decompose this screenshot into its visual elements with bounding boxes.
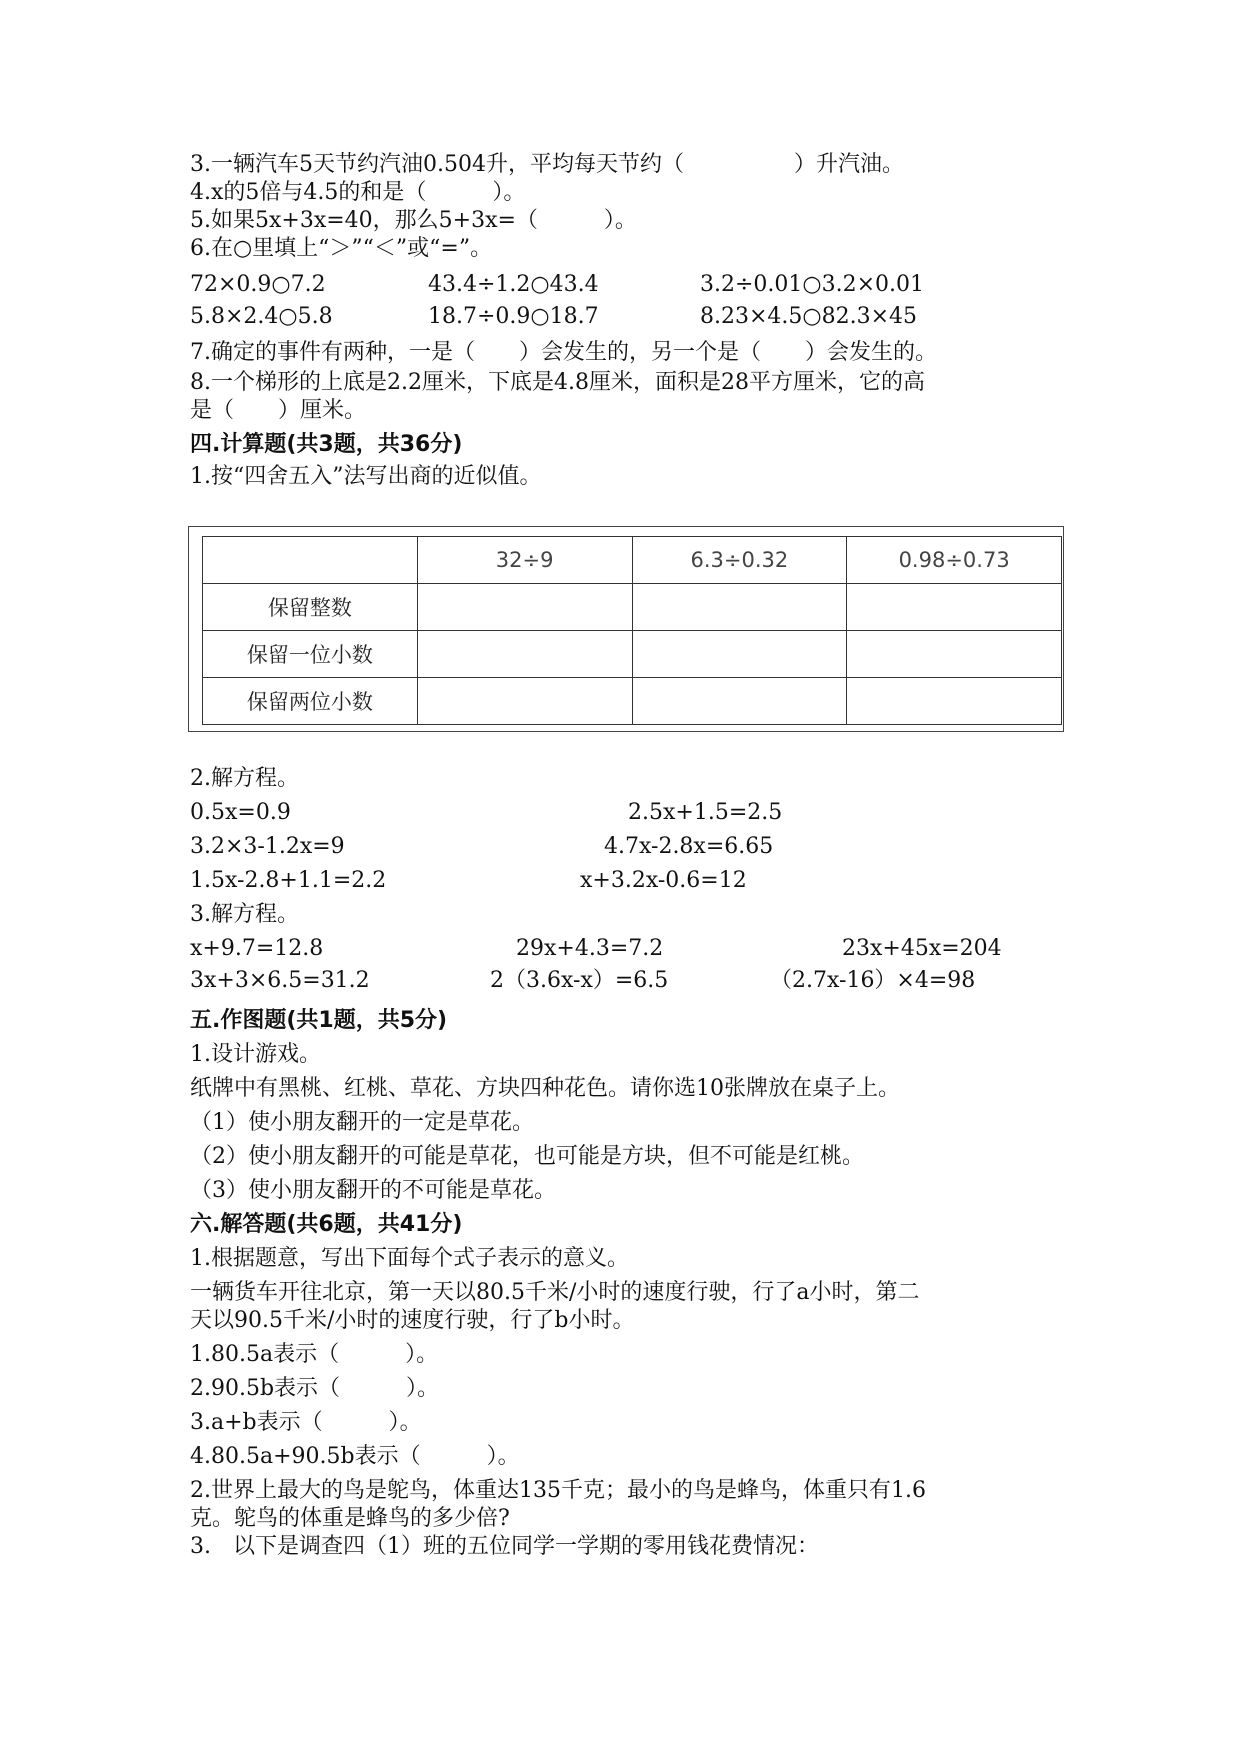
table-row — [203, 584, 1062, 631]
row-label: 保留一位小数 — [203, 631, 418, 678]
compare-item: 18.7÷0.9○18.7 — [428, 304, 599, 329]
equation: x+3.2x-0.6=12 — [580, 868, 747, 893]
compare-item: 8.23×4.5○82.3×45 — [700, 304, 918, 329]
compare-item: 72×0.9○7.2 — [190, 272, 326, 297]
question-7: 7.确定的事件有两种，一是（ ）会发生的，另一个是（ ）会发生的。 — [190, 340, 937, 365]
table-header-cell: 32÷9 — [417, 537, 632, 584]
question-4-1: 1.按“四舍五入”法写出商的近似值。 — [190, 464, 542, 489]
equation: （2.7x-16）×4=98 — [770, 968, 976, 993]
compare-item: 5.8×2.4○5.8 — [190, 304, 333, 329]
table-row — [203, 678, 1062, 725]
question-8-cont: 是（ ）厘米。 — [190, 398, 367, 423]
answer-cell[interactable] — [847, 584, 1062, 631]
question-6-2-cont: 克。鸵鸟的体重是蜂鸟的多少倍? — [190, 1506, 510, 1531]
equation: 3x+3×6.5=31.2 — [190, 968, 370, 993]
question-5-intro: 纸牌中有黑桃、红桃、草花、方块四种花色。请你选10张牌放在桌子上。 — [190, 1076, 900, 1101]
question-6-1-text: 一辆货车开往北京，第一天以80.5千米/小时的速度行驶，行了a小时，第二 — [190, 1280, 920, 1305]
section-heading-4: 四.计算题(共3题，共36分) — [190, 432, 463, 457]
table-header-cell — [203, 537, 418, 584]
compare-item: 3.2÷0.01○3.2×0.01 — [700, 272, 925, 297]
question-5-1: 1.设计游戏。 — [190, 1042, 321, 1067]
sub-question: 1.80.5a表示（ ）。 — [190, 1342, 439, 1367]
answer-cell[interactable] — [847, 678, 1062, 725]
answer-cell[interactable] — [417, 631, 632, 678]
equation: 3.2×3-1.2x=9 — [190, 834, 345, 859]
question-5-item: （2）使小朋友翻开的可能是草花，也可能是方块，但不可能是红桃。 — [190, 1144, 864, 1169]
equation: 29x+4.3=7.2 — [516, 936, 664, 961]
question-6-1: 1.根据题意，写出下面每个式子表示的意义。 — [190, 1246, 629, 1271]
compare-item: 43.4÷1.2○43.4 — [428, 272, 599, 297]
answer-cell[interactable] — [417, 678, 632, 725]
question-4-3: 3.解方程。 — [190, 902, 299, 927]
answer-cell[interactable] — [847, 631, 1062, 678]
question-6-3: 3. 以下是调查四（1）班的五位同学一学期的零用钱花费情况： — [190, 1534, 819, 1559]
question-5: 5.如果5x+3x=40，那么5+3x=（ ）。 — [190, 208, 637, 233]
question-4: 4.x的5倍与4.5的和是（ ）。 — [190, 180, 526, 205]
answer-cell[interactable] — [632, 678, 847, 725]
question-5-item: （3）使小朋友翻开的不可能是草花。 — [190, 1178, 556, 1203]
question-6-1-text-cont: 天以90.5千米/小时的速度行驶，行了b小时。 — [190, 1308, 635, 1333]
equation: 1.5x-2.8+1.1=2.2 — [190, 868, 387, 893]
table-header-cell: 6.3÷0.32 — [632, 537, 847, 584]
question-5-item: （1）使小朋友翻开的一定是草花。 — [190, 1110, 534, 1135]
equation: 0.5x=0.9 — [190, 800, 291, 825]
table-header-cell: 0.98÷0.73 — [847, 537, 1062, 584]
table-header-row — [203, 537, 1062, 584]
answer-cell[interactable] — [417, 584, 632, 631]
answer-cell[interactable] — [632, 584, 847, 631]
section-heading-6: 六.解答题(共6题，共41分) — [190, 1212, 463, 1237]
answer-cell[interactable] — [632, 631, 847, 678]
question-6-2: 2.世界上最大的鸟是鸵鸟，体重达135千克；最小的鸟是蜂鸟，体重只有1.6 — [190, 1478, 926, 1503]
equation: 2（3.6x-x）=6.5 — [490, 968, 669, 993]
equation: x+9.7=12.8 — [190, 936, 324, 961]
sub-question: 2.90.5b表示（ ）。 — [190, 1376, 440, 1401]
sub-question: 3.a+b表示（ ）。 — [190, 1410, 422, 1435]
question-3: 3.一辆汽车5天节约汽油0.504升，平均每天节约（ ）升汽油。 — [190, 152, 904, 177]
question-6: 6.在○里填上“＞”“＜”或“=”。 — [190, 236, 493, 261]
equation: 4.7x-2.8x=6.65 — [604, 834, 774, 859]
row-label: 保留两位小数 — [203, 678, 418, 725]
question-8: 8.一个梯形的上底是2.2厘米，下底是4.8厘米，面积是28平方厘米，它的高 — [190, 370, 925, 395]
rounding-table — [202, 536, 1062, 725]
equation: 23x+45x=204 — [842, 936, 1002, 961]
question-4-2: 2.解方程。 — [190, 766, 299, 791]
equation: 2.5x+1.5=2.5 — [628, 800, 783, 825]
table-row — [203, 631, 1062, 678]
sub-question: 4.80.5a+90.5b表示（ ）。 — [190, 1444, 520, 1469]
section-heading-5: 五.作图题(共1题，共5分) — [190, 1008, 448, 1033]
row-label: 保留整数 — [203, 584, 418, 631]
